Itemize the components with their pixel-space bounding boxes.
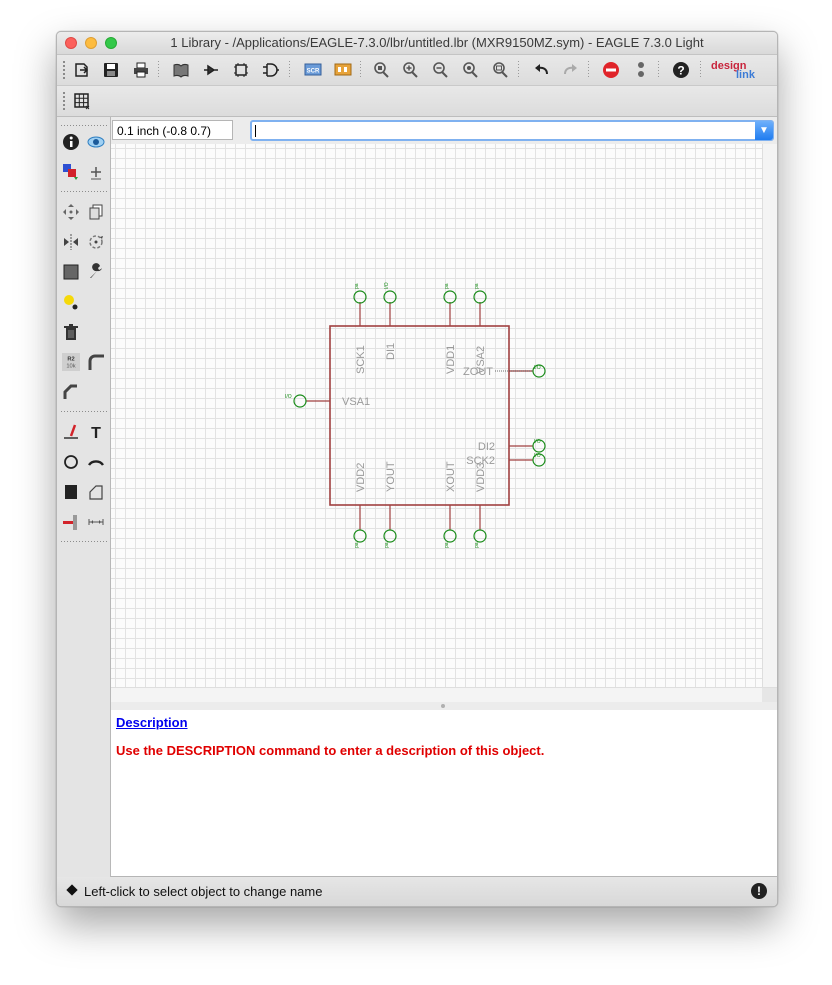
- mark-icon[interactable]: [85, 161, 107, 183]
- pin-zout[interactable]: [463, 365, 545, 378]
- pin-tag: I/O: [534, 365, 541, 371]
- pin-label-vdd1: VDD1: [445, 344, 457, 374]
- group-icon[interactable]: [60, 261, 82, 283]
- rotate-icon[interactable]: [85, 231, 107, 253]
- description-link[interactable]: Description: [116, 715, 188, 730]
- pin-tag: pa: [444, 283, 450, 289]
- toolbar-separator: [518, 61, 519, 79]
- print-icon[interactable]: [130, 60, 152, 80]
- zoom-redraw-icon[interactable]: [459, 60, 481, 80]
- zoom-fit-icon[interactable]: [370, 60, 392, 80]
- package-icon[interactable]: [200, 60, 222, 80]
- pin-label-vsa2: VSA2: [475, 345, 487, 374]
- pin-tag: pa: [354, 283, 360, 289]
- toolbar-separator: [658, 61, 659, 79]
- pin-tag: pa: [384, 542, 390, 548]
- chevron-down-icon[interactable]: ▼: [755, 121, 773, 140]
- symbol-drawing: [111, 144, 762, 687]
- save-icon[interactable]: [100, 60, 122, 80]
- move-icon[interactable]: [60, 201, 82, 223]
- pin-di1[interactable]: [384, 282, 397, 360]
- window-title: 1 Library - /Applications/EAGLE-7.3.0/lbr/untitled.lbr (MXR9150MZ.sym) - EAGLE 7.3.0 Light: [170, 35, 704, 50]
- text-caret: [255, 125, 256, 137]
- pin-tag: pa: [354, 542, 360, 548]
- split-icon[interactable]: [60, 381, 82, 403]
- pin-di2[interactable]: [478, 439, 545, 453]
- grid-icon[interactable]: [71, 91, 93, 111]
- designlink-logo-text: design: [711, 60, 747, 72]
- pin-label-di1: DI1: [385, 342, 397, 360]
- main-toolbar: [57, 55, 777, 86]
- pin-label-vdd3: VDD3: [475, 462, 487, 492]
- description-panel: [111, 710, 777, 877]
- eagle-window: [56, 31, 778, 907]
- tool-separator: [61, 125, 107, 126]
- name-tool-label-bottom: 10k: [66, 363, 76, 370]
- command-input[interactable]: [250, 120, 774, 141]
- designlink-logo[interactable]: [711, 60, 761, 82]
- horizontal-scrollbar[interactable]: [111, 687, 777, 703]
- title-bar: [57, 32, 777, 55]
- secondary-toolbar: [57, 86, 777, 117]
- pin-label-yout: YOUT: [385, 461, 397, 492]
- rectangle-icon[interactable]: [60, 481, 82, 503]
- undo-icon[interactable]: [530, 60, 552, 80]
- toolbar-grip[interactable]: [63, 61, 65, 79]
- paste-icon[interactable]: [60, 291, 82, 313]
- go-icon[interactable]: [630, 60, 652, 80]
- pin-label-zout: ZOUT: [463, 366, 493, 378]
- dimension-icon[interactable]: [85, 511, 107, 533]
- pin-label-vsa1: VSA1: [342, 396, 371, 408]
- copy-icon[interactable]: [85, 201, 107, 223]
- name-icon[interactable]: [60, 351, 82, 373]
- stop-icon[interactable]: [600, 60, 622, 80]
- status-message: Left-click to select object to change name: [84, 884, 323, 899]
- open-icon[interactable]: [71, 60, 93, 80]
- name-tool-label-top: R2: [67, 356, 75, 363]
- device-icon[interactable]: [260, 60, 282, 80]
- status-bar: [57, 877, 777, 906]
- pin-vsa2[interactable]: [474, 283, 487, 374]
- library-book-icon[interactable]: [170, 60, 192, 80]
- toolbar-grip[interactable]: [63, 92, 65, 110]
- toolbar-separator: [158, 61, 159, 79]
- pin-tag: I/O: [534, 453, 541, 459]
- pin-label-sck1: SCK1: [355, 345, 367, 374]
- zoom-select-icon[interactable]: [489, 60, 511, 80]
- circle-icon[interactable]: [60, 451, 82, 473]
- pin-icon[interactable]: [60, 511, 82, 533]
- symbol-icon[interactable]: [230, 60, 252, 80]
- coordinate-display: 0.1 inch (-0.8 0.7): [112, 120, 233, 140]
- wire-icon[interactable]: [60, 421, 82, 443]
- pin-label-sck2: SCK2: [466, 455, 495, 467]
- toolbar-separator: [588, 61, 589, 79]
- show-icon[interactable]: [85, 131, 107, 153]
- pin-tag: I/O: [384, 282, 390, 289]
- pin-tag: pa: [444, 542, 450, 548]
- pin-tag: I/O: [285, 394, 292, 400]
- pin-label-di2: DI2: [477, 441, 495, 453]
- description-message: Use the DESCRIPTION command to enter a description of this object.: [116, 743, 545, 758]
- drawing-canvas[interactable]: [111, 144, 762, 687]
- command-toolbar: [57, 117, 111, 877]
- change-icon[interactable]: [85, 261, 107, 283]
- scroll-corner: [762, 688, 777, 703]
- mirror-icon[interactable]: [60, 231, 82, 253]
- miter-icon[interactable]: [85, 351, 107, 373]
- pin-sck2[interactable]: [466, 453, 545, 467]
- info-icon[interactable]: [60, 131, 82, 153]
- alert-icon[interactable]: !: [751, 883, 767, 899]
- tool-separator: [61, 541, 107, 542]
- toolbar-separator: [360, 61, 361, 79]
- redo-icon[interactable]: [560, 60, 582, 80]
- status-diamond-icon: [66, 884, 77, 895]
- polygon-icon[interactable]: [85, 481, 107, 503]
- display-layers-icon[interactable]: [60, 161, 82, 183]
- splitter-handle-icon[interactable]: [441, 704, 445, 708]
- delete-icon[interactable]: [60, 321, 82, 343]
- pin-vdd1[interactable]: [444, 283, 457, 374]
- pin-tag: pa: [474, 542, 480, 548]
- pin-label-xout: XOUT: [445, 461, 457, 492]
- pin-tag: I/O: [534, 439, 541, 445]
- toolbar-separator: [700, 61, 701, 79]
- zoom-in-icon[interactable]: [399, 60, 421, 80]
- zoom-out-icon[interactable]: [429, 60, 451, 80]
- vertical-scrollbar[interactable]: [762, 144, 778, 687]
- text-icon[interactable]: [85, 421, 107, 443]
- scr-label: SCR: [306, 68, 320, 75]
- text-tool-label: T: [91, 425, 101, 441]
- pin-label-vdd2: VDD2: [355, 462, 367, 492]
- pin-sck1[interactable]: [354, 283, 367, 374]
- designlink-logo-sub: link: [736, 69, 755, 81]
- tool-separator: [61, 191, 107, 192]
- arc-icon[interactable]: [85, 451, 107, 473]
- script-icon[interactable]: [302, 60, 324, 80]
- ulp-icon[interactable]: [332, 60, 354, 80]
- pin-tag: pa: [474, 283, 480, 289]
- pin-vsa1[interactable]: [285, 394, 370, 408]
- svg-text:?: ?: [677, 63, 685, 78]
- help-icon[interactable]: [670, 60, 692, 80]
- toolbar-separator: [289, 61, 290, 79]
- tool-separator: [61, 411, 107, 412]
